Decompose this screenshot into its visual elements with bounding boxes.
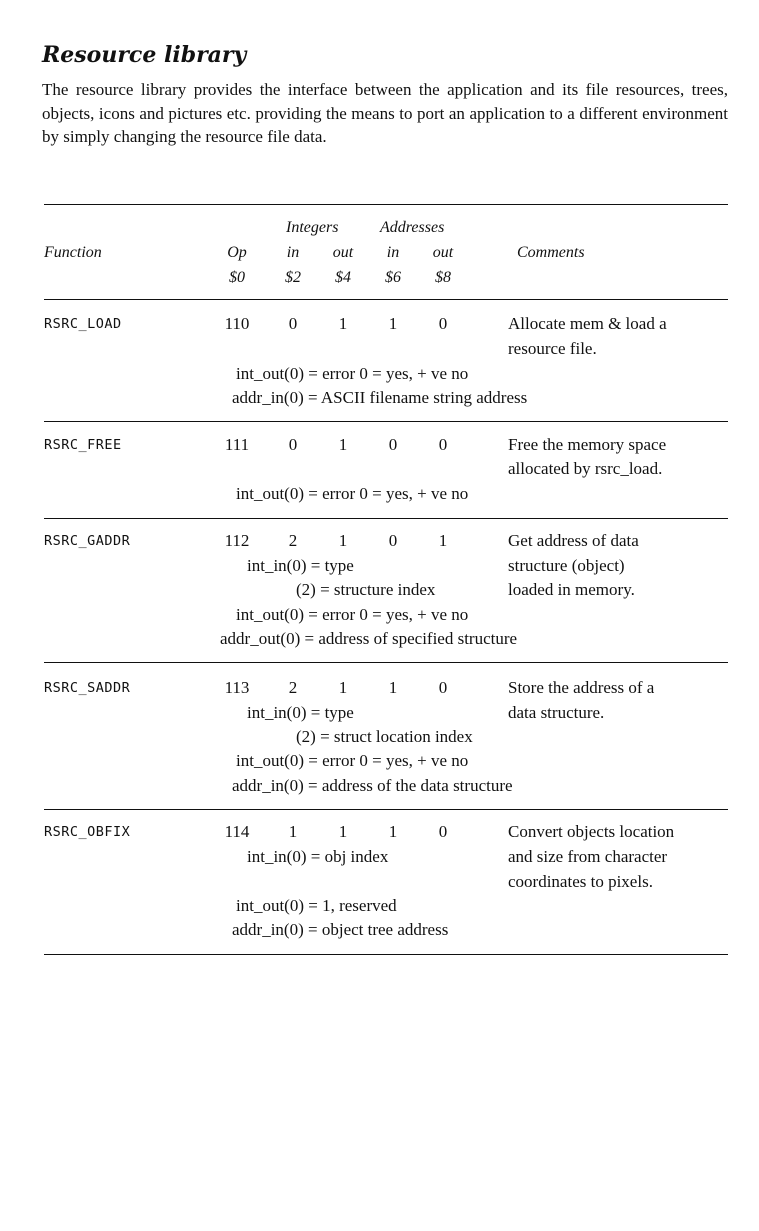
comment-line: resource file. bbox=[508, 339, 597, 358]
int-out-count: 1 bbox=[338, 435, 348, 454]
int-out-count: 1 bbox=[338, 678, 348, 697]
header-int-out: out bbox=[332, 244, 354, 261]
addr-in-count: 1 bbox=[388, 822, 398, 841]
comment-line: and size from character bbox=[508, 847, 668, 866]
param-line: int_in(0) = obj index bbox=[247, 847, 389, 866]
function-name: RSRC_GADDR bbox=[44, 533, 131, 549]
param-line: addr_in(0) = ASCII filename string address bbox=[232, 388, 528, 407]
header-addr-in-offset: $6 bbox=[385, 269, 401, 286]
param-line: (2) = struct location index bbox=[296, 727, 473, 746]
addr-out-count: 0 bbox=[438, 822, 448, 841]
param-line: addr_in(0) = address of the data structure bbox=[232, 776, 513, 795]
header-addr-in: in bbox=[386, 244, 400, 261]
comment-line: Get address of data bbox=[508, 531, 639, 550]
comment-line: Convert objects location bbox=[508, 822, 675, 841]
op-code: 110 bbox=[224, 314, 250, 333]
addr-in-count: 0 bbox=[388, 435, 398, 454]
param-line: int_out(0) = 1, reserved bbox=[236, 896, 397, 915]
intro-paragraph: The resource library provides the interface between the application and its file resources, trees, objects, icons and pictures etc. providing the means to port an application to a different environment by simply changing the resource file data. bbox=[42, 80, 728, 146]
function-name: RSRC_FREE bbox=[44, 437, 122, 453]
int-out-count: 1 bbox=[338, 531, 348, 550]
param-line: addr_in(0) = object tree address bbox=[232, 920, 449, 939]
function-name: RSRC_OBFIX bbox=[44, 824, 131, 840]
addr-out-count: 0 bbox=[438, 678, 448, 697]
header-addr-out-offset: $8 bbox=[435, 269, 451, 286]
comment-line: Free the memory space bbox=[508, 435, 667, 454]
param-line: int_in(0) = type bbox=[247, 703, 354, 722]
header-int-out-offset: $4 bbox=[335, 269, 351, 286]
param-line: int_out(0) = error 0 = yes, + ve no bbox=[236, 484, 469, 503]
function-name: RSRC_SADDR bbox=[44, 680, 131, 696]
header-integers: Integers bbox=[286, 219, 339, 236]
param-line: int_out(0) = error 0 = yes, + ve no bbox=[236, 751, 469, 770]
addr-out-count: 1 bbox=[438, 531, 448, 550]
addr-out-count: 0 bbox=[438, 314, 448, 333]
int-in-count: 2 bbox=[288, 531, 298, 550]
param-line: int_in(0) = type bbox=[247, 556, 354, 575]
param-line: addr_out(0) = address of specified structure bbox=[220, 629, 518, 648]
int-in-count: 0 bbox=[288, 435, 298, 454]
header-addr-out: out bbox=[432, 244, 454, 261]
header-addresses: Addresses bbox=[380, 219, 445, 236]
comment-line: Allocate mem & load a bbox=[508, 314, 667, 333]
comment-line: data structure. bbox=[508, 703, 605, 722]
int-in-count: 1 bbox=[288, 822, 298, 841]
op-code: 114 bbox=[224, 822, 250, 841]
section-heading: Resource library bbox=[42, 42, 247, 68]
comment-line: structure (object) bbox=[508, 556, 625, 575]
int-out-count: 1 bbox=[338, 314, 348, 333]
row-separator bbox=[44, 662, 728, 663]
param-line: int_out(0) = error 0 = yes, + ve no bbox=[236, 605, 469, 624]
table-top-rule bbox=[44, 204, 728, 205]
function-name: RSRC_LOAD bbox=[44, 316, 122, 332]
comment-line: coordinates to pixels. bbox=[508, 872, 653, 891]
header-int-in: in bbox=[286, 244, 300, 261]
op-code: 111 bbox=[224, 435, 250, 454]
param-line: int_out(0) = error 0 = yes, + ve no bbox=[236, 364, 469, 383]
addr-in-count: 0 bbox=[388, 531, 398, 550]
op-code: 112 bbox=[224, 531, 250, 550]
comment-line: Store the address of a bbox=[508, 678, 655, 697]
addr-in-count: 1 bbox=[388, 314, 398, 333]
header-int-in-offset: $2 bbox=[285, 269, 301, 286]
row-separator bbox=[44, 809, 728, 810]
header-op-offset: $0 bbox=[229, 269, 245, 286]
comment-line: allocated by rsrc_load. bbox=[508, 459, 663, 478]
int-in-count: 0 bbox=[288, 314, 298, 333]
op-code: 113 bbox=[224, 678, 250, 697]
param-line: (2) = structure index bbox=[296, 580, 436, 599]
addr-out-count: 0 bbox=[438, 435, 448, 454]
header-bottom-rule bbox=[44, 299, 728, 300]
row-separator bbox=[44, 421, 728, 422]
int-in-count: 2 bbox=[288, 678, 298, 697]
row-separator bbox=[44, 518, 728, 519]
table-bottom-rule bbox=[44, 954, 728, 955]
header-function: Function bbox=[44, 244, 102, 261]
comment-line: loaded in memory. bbox=[508, 580, 635, 599]
header-op: Op bbox=[227, 244, 247, 261]
header-comments: Comments bbox=[517, 244, 585, 261]
addr-in-count: 1 bbox=[388, 678, 398, 697]
int-out-count: 1 bbox=[338, 822, 348, 841]
